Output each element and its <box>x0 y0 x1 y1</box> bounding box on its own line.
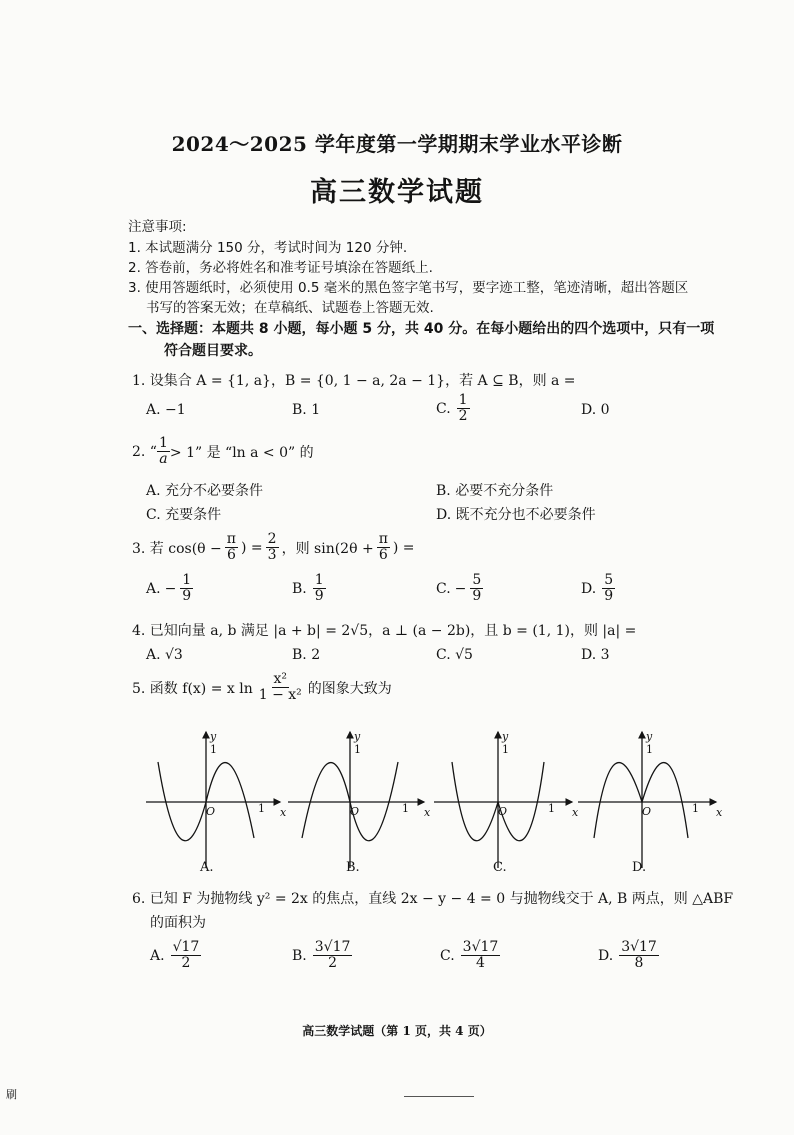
svg-text:y: y <box>502 730 509 743</box>
q2-option-d: D. 既不充分也不必要条件 <box>436 507 596 523</box>
q6-option-c: C. $\frac{3√17}{4}$ <box>440 939 499 972</box>
q2-option-c: C. 充要条件 <box>146 507 222 523</box>
question-4-stem: 4. 已知向量 a, b 满足 |a + b| = 2√5，a ⊥ (a − 2b)，且 b = (1, 1)，则 |a| = <box>132 623 637 639</box>
q1-option-d: D. 0 <box>581 402 610 418</box>
svg-text:1: 1 <box>646 743 653 756</box>
note-item-1: 1. 本试题满分 150 分，考试时间为 120 分钟. <box>128 240 408 256</box>
svg-text:x: x <box>572 806 579 819</box>
bottom-rule <box>404 1096 474 1097</box>
svg-text:1: 1 <box>258 802 265 815</box>
corner-mark: 刷 <box>6 1088 17 1101</box>
q5-label-d: D. <box>632 860 647 875</box>
note-item-2: 2. 答卷前，务必将姓名和准考证号填涂在答题纸上. <box>128 260 433 276</box>
svg-text:O: O <box>642 805 652 818</box>
svg-text:y: y <box>354 730 361 743</box>
q3-option-a: A. − $\frac{1}{9}$ <box>146 572 192 605</box>
note-item-3-cont: 书写的答案无效；在草稿纸、试题卷上答题无效. <box>146 300 434 316</box>
svg-text:1: 1 <box>548 802 555 815</box>
q3-option-d: D. $\frac{5}{9}$ <box>581 572 614 605</box>
exam-subtitle: 高三数学试题 <box>310 177 484 208</box>
q4-option-d: D. 3 <box>581 647 610 663</box>
question-5-stem: 5. 函数 f(x) = x ln $\frac{\text{x²}}{\text{1 − x²}}$ 的图象大致为 <box>132 671 392 704</box>
svg-text:x: x <box>424 806 431 819</box>
question-6-stem: 6. 已知 F 为抛物线 y² = 2x 的焦点，直线 2x − y − 4 = 0 与抛物线交于 A, B 两点，则 △ABF <box>132 891 734 907</box>
q2-option-a: A. 充分不必要条件 <box>146 483 264 499</box>
svg-text:1: 1 <box>210 743 217 756</box>
q5-label-a: A. <box>200 860 214 875</box>
svg-text:y: y <box>210 730 217 743</box>
q3-option-b: B. $\frac{1}{9}$ <box>292 572 324 605</box>
q1-option-b: B. 1 <box>292 402 321 418</box>
note-item-3: 3. 使用答题纸时，必须使用 0.5 毫米的黑色签字笔书写，要字迹工整，笔迹清晰，超出答题区 <box>128 280 689 296</box>
exam-title: 2024～2025 学年度第一学期期末学业水平诊断 <box>171 132 623 156</box>
svg-text:x: x <box>716 806 723 819</box>
section-heading: 一、选择题：本题共 8 小题，每小题 5 分，共 40 分。在每小题给出的四个选项中，只有一项 <box>128 321 715 337</box>
q3-option-c: C. − $\frac{5}{9}$ <box>436 572 482 605</box>
q5-label-c: C. <box>493 860 507 875</box>
q4-option-b: B. 2 <box>292 647 321 663</box>
q1-option-a: A. −1 <box>146 402 186 418</box>
q6-option-a: A. $\frac{√17}{2}$ <box>150 939 200 972</box>
svg-text:y: y <box>646 730 653 743</box>
q5-label-b: B. <box>346 860 360 875</box>
svg-text:1: 1 <box>402 802 409 815</box>
question-1-stem: 1. 设集合 A = {1, a}，B = {0, 1 − a, 2a − 1}，若 A ⊆ B，则 a = <box>132 373 576 389</box>
svg-text:O: O <box>206 805 216 818</box>
q4-option-a: A. √3 <box>146 647 183 663</box>
page-footer: 高三数学试题（第 1 页，共 4 页） <box>302 1024 492 1038</box>
svg-text:1: 1 <box>692 802 699 815</box>
notes-heading: 注意事项: <box>128 219 187 235</box>
q2-option-b: B. 必要不充分条件 <box>436 483 554 499</box>
q6-option-b: B. $\frac{3√17}{2}$ <box>292 939 351 972</box>
q1-option-c: C. $\frac{1}{2}$ <box>436 392 468 425</box>
question-3-stem: 3. 若 cos(θ − $\frac{\pi}{6}$ ) = $\frac{2}{3}$ ，则 sin(2θ + $\frac{\pi}{6}$ ) = <box>132 531 415 564</box>
q4-option-c: C. √5 <box>436 647 473 663</box>
question-6-stem-cont: 的面积为 <box>150 915 206 931</box>
q6-option-d: D. $\frac{3√17}{8}$ <box>598 939 657 972</box>
svg-text:x: x <box>280 806 287 819</box>
svg-text:1: 1 <box>502 743 509 756</box>
section-heading-cont: 符合题目要求。 <box>164 343 262 359</box>
question-2-stem: 2. “ $\frac{1}{a}$ > 1” 是 “ln a < 0” 的 <box>132 435 314 468</box>
svg-text:O: O <box>350 805 360 818</box>
q5-graphs <box>140 728 730 878</box>
svg-text:1: 1 <box>354 743 361 756</box>
svg-text:O: O <box>498 805 508 818</box>
